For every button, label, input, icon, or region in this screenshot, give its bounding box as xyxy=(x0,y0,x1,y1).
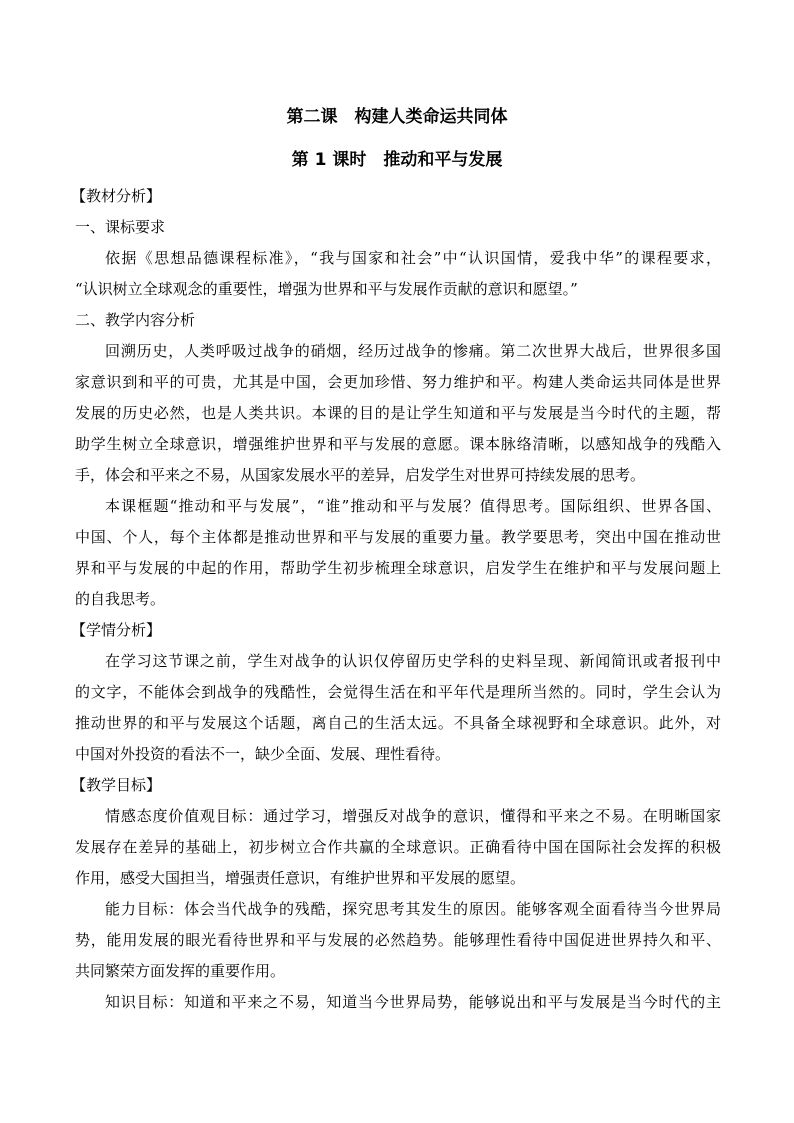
paragraph-line: 在学习这节课之前，学生对战争的认识仅停留历史学科的史料呈现、新闻简讯或者报刊中 xyxy=(105,652,721,670)
paragraph-line: 的文字，不能体会到战争的残酷性，会觉得生活在和平年代是理所当然的。同时，学生会认为 xyxy=(75,683,721,701)
section-heading-learner-analysis: 【学情分析】 xyxy=(71,621,162,639)
paragraph-line: 中国对外投资的看法不一，缺少全面、发展、理性看待。 xyxy=(75,745,451,763)
paragraph-goals-ability xyxy=(75,894,721,987)
paragraph-line: 推动世界的和平与发展这个话题，离自己的生活太远。不具备全球视野和全球意识。此外，对 xyxy=(75,714,721,732)
section-heading-curriculum: 一、课标要求 xyxy=(75,218,166,236)
section-heading-textbook-analysis: 【教材分析】 xyxy=(71,187,162,205)
paragraph-line: 情感态度价值观目标：通过学习，增强反对战争的意识，懂得和平来之不易。在明晰国家 xyxy=(105,807,721,825)
paragraph-line: 能力目标：体会当代战争的残酷，探究思考其发生的原因。能够客观全面看待当今世界局 xyxy=(105,900,721,918)
section-heading-content-analysis: 二、教学内容分析 xyxy=(75,311,196,329)
paragraph-line: 的自我思考。 xyxy=(75,590,166,608)
paragraph-line: 家意识到和平的可贵，尤其是中国，会更加珍惜、努力维护和平。构建人类命运共同体是世界 xyxy=(75,373,721,391)
paragraph-learner xyxy=(75,646,721,770)
document-body xyxy=(71,181,721,1018)
paragraph-line: “认识树立全球观念的重要性，增强为世界和平与发展作贡献的意识和愿望。” xyxy=(75,280,578,298)
paragraph-line: 发展存在差异的基础上，初步树立合作共赢的全球意识。正确看待中国在国际社会发挥的积极 xyxy=(75,838,721,856)
paragraph-line: 发展的历史必然，也是人类共识。本课的目的是让学生知道和平与发展是当今时代的主题，帮 xyxy=(75,404,721,422)
paragraph-line: 依据《思想品德课程标准》，“我与国家和社会”中“认识国情，爱我中华”的课程要求， xyxy=(105,249,721,267)
document-title: 第二课 构建人类命运共同体 xyxy=(286,107,508,127)
paragraph-curriculum xyxy=(75,243,721,305)
paragraph-line: 界和平与发展的中起的作用，帮助学生初步梳理全球意识，启发学生在维护和平与发展问题上 xyxy=(75,559,721,577)
document-subtitle: 第 1 课时 推动和平与发展 xyxy=(291,150,503,170)
paragraph-goals-knowledge xyxy=(75,987,721,1018)
paragraph-line: 中国、个人，每个主体都是推动世界和平与发展的重要力量。教学要思考，突出中国在推动世 xyxy=(75,528,721,546)
paragraph-line: 回溯历史，人类呼吸过战争的硝烟，经历过战争的惨痛。第二次世界大战后，世界很多国 xyxy=(105,342,721,360)
section-heading-teaching-goals: 【教学目标】 xyxy=(71,776,162,794)
paragraph-line: 共同繁荣方面发挥的重要作用。 xyxy=(75,962,286,980)
paragraph-line: 手，体会和平来之不易，从国家发展水平的差异，启发学生对世界可持续发展的思考。 xyxy=(75,466,646,484)
paragraph-line: 助学生树立全球意识，增强维护世界和平与发展的意愿。课本脉络清晰，以感知战争的残酷入 xyxy=(75,435,721,453)
paragraph-line: 知识目标：知道和平来之不易，知道当今世界局势，能够说出和平与发展是当今时代的主 xyxy=(105,993,721,1011)
paragraph-line: 势，能用发展的眼光看待世界和平与发展的必然趋势。能够理性看待中国促进世界持久和平、 xyxy=(75,931,721,949)
paragraph-content-2 xyxy=(75,491,721,615)
paragraph-content-1 xyxy=(75,336,721,491)
paragraph-line: 本课框题“推动和平与发展”，“谁”推动和平与发展？值得思考。国际组织、世界各国、 xyxy=(105,497,721,515)
paragraph-line: 作用，感受大国担当，增强责任意识，有维护世界和平发展的愿望。 xyxy=(75,869,526,887)
paragraph-goals-emotion xyxy=(75,801,721,894)
